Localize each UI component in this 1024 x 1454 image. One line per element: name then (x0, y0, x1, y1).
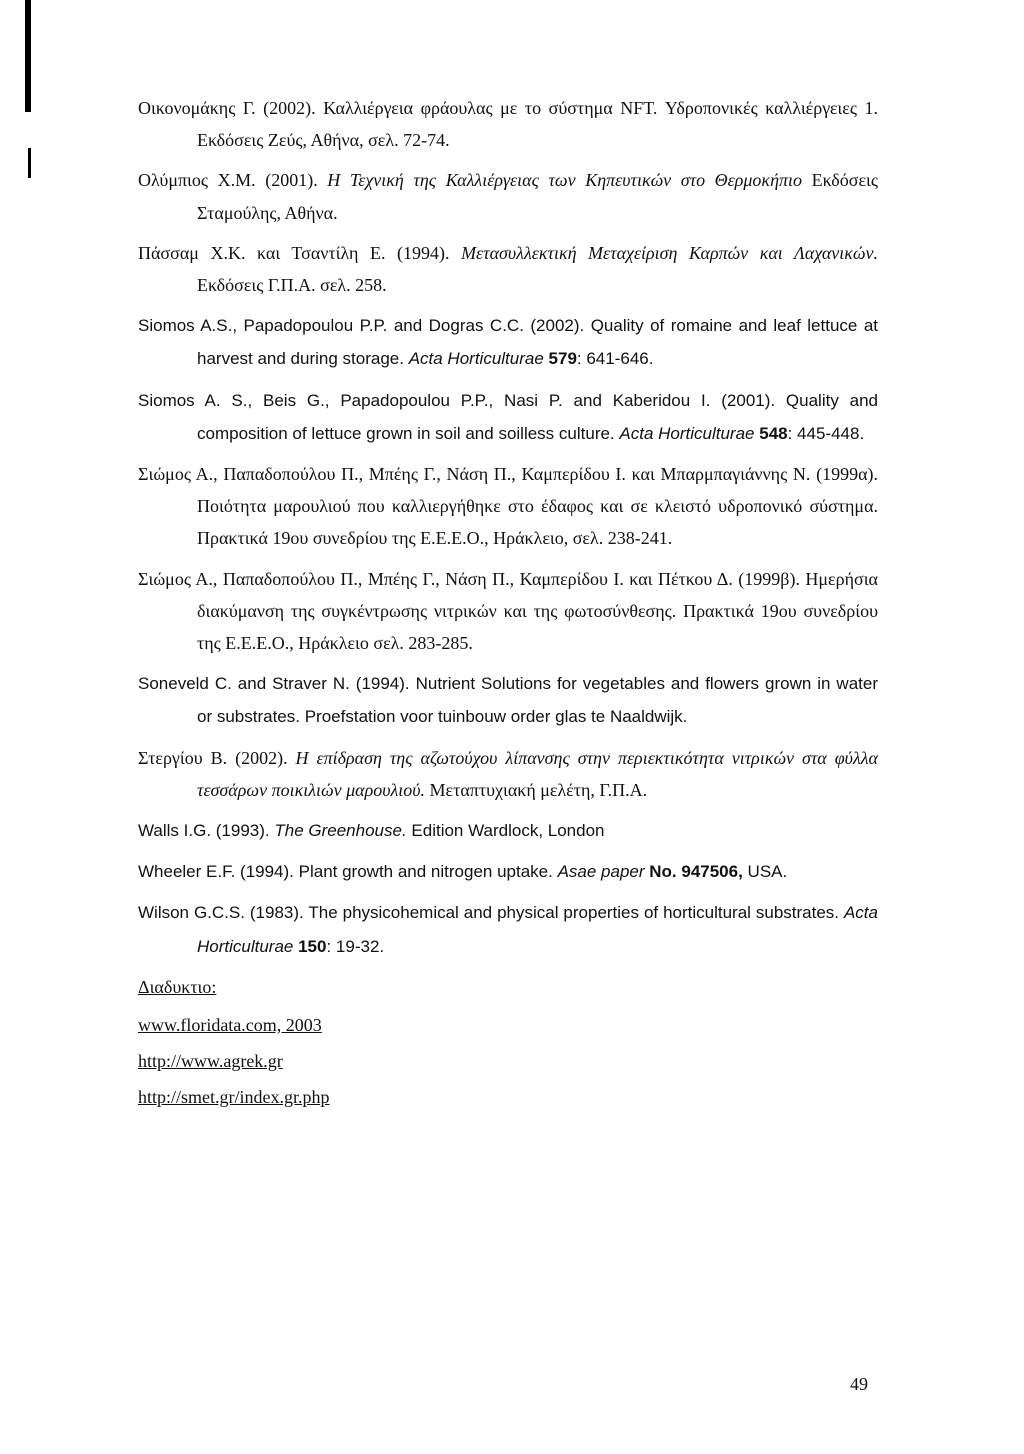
reference-segment: Μεταπτυχιακή μελέτη, Γ.Π.Α. (425, 779, 648, 800)
reference-segment: USA. (742, 862, 788, 882)
reference-text (138, 748, 878, 800)
reference-text (138, 903, 878, 955)
reference-entry (138, 742, 878, 806)
reference-segment: Εκδόσεις Σταμούλης, Αθήνα. (197, 170, 879, 223)
reference-italic-title: Η επίδραση της αζωτούχου λίπανσης στην περιεκτικότητα νιτρικών στα φύλλα τεσσάρων ποικιλιών μαρουλιού. (197, 747, 878, 800)
reference-text (138, 316, 878, 368)
reference-entry (138, 237, 878, 301)
reference-segment: Siomos A. S., Beis G., Papadopoulou P.P., Nasi P. and Kaberidou I. (2001). Quality and composition of lettuce grown in soil and soilless culture. (138, 390, 878, 443)
internet-heading: Διαδυκτιο: (138, 976, 217, 997)
reference-segment: Σιώμος Α., Παπαδοπούλου Π., Μπέης Γ., Νάση Π., Καμπερίδου Ι. και Πέτκου Δ. (1999β). Ημερήσια διακύμανση της συγκέντρωσης νιτρικών και της φωτοσύνθεσης. Πρακτικά 19ου συνεδρίου της Ε.Ε.Ε.Ο., Ηράκλειο σελ. 283-285. (138, 568, 878, 654)
reference-segment: Σιώμος Α., Παπαδοπούλου Π., Μπέης Γ., Νάση Π., Καμπερίδου Ι. και Μπαρμπαγιάννης Ν. (1999α). Ποιότητα μαρουλιού που καλλιεργήθηκε στο έδαφος και σε κλειστό υδροπονικό σύστημα. Πρακτικά 19ου συνεδρίου της Ε.Ε.Ε.Ο., Ηράκλειο, σελ. 238-241. (138, 464, 878, 549)
reference-volume: 150 (293, 936, 327, 956)
reference-entry (138, 855, 878, 888)
reference-entry (138, 896, 878, 962)
reference-segment: : 19-32. (326, 936, 385, 956)
reference-entry (138, 563, 878, 660)
reference-italic-title: Η Τεχνική της Καλλιέργειας των Κηπευτικών στο Θερμοκήπιο (327, 170, 803, 191)
reference-segment: Siomos A.S., Papadopoulou P.P. and Dogras C.C. (2002). Quality of romaine and leaf lettuce at harvest and during storage. (138, 316, 878, 369)
reference-entry (138, 667, 878, 733)
reference-text (138, 464, 878, 548)
reference-text (138, 98, 878, 150)
reference-text (138, 170, 878, 222)
web-link-smet[interactable]: http://smet.gr/index.gr.php (138, 1086, 330, 1107)
reference-segment: Πάσσαμ Χ.Κ. και Τσαντίλη Ε. (1994). (138, 242, 462, 263)
reference-text (138, 243, 878, 295)
reference-segment: Edition Wardlock, London (406, 821, 605, 841)
reference-entry (138, 164, 878, 228)
reference-segment: Soneveld C. and Straver N. (1994). Nutrient Solutions for vegetables and flowers grown in water or substrates. Proefstation voor tuinbouw order glas te Naaldwijk. (138, 674, 878, 727)
reference-entry (138, 384, 878, 450)
reference-entry (138, 458, 878, 555)
reference-list (138, 92, 878, 963)
page-number: 49 (850, 1374, 868, 1394)
reference-page (138, 92, 878, 1117)
reference-segment: Wheeler E.F. (1994). Plant growth and nitrogen uptake. (138, 862, 558, 882)
reference-italic-title: The Greenhouse. (274, 821, 407, 841)
reference-segment: Στεργίου Β. (2002). (138, 747, 296, 768)
web-link-floridata[interactable]: www.floridata.com, 2003 (138, 1014, 322, 1035)
reference-italic-title: Acta Horticulturae (408, 349, 544, 369)
reference-segment: : 641-646. (576, 349, 654, 369)
reference-segment: Εκδόσεις Γ.Π.Α. σελ. 258. (197, 275, 387, 296)
reference-entry (138, 309, 878, 375)
reference-text (138, 821, 605, 840)
reference-entry (138, 814, 878, 847)
scan-edge-tick (28, 148, 31, 178)
reference-segment: : 445-448. (787, 423, 865, 443)
reference-volume: No. 947506, (644, 862, 743, 882)
reference-text (138, 569, 878, 653)
reference-segment: Walls I.G. (1993). (138, 821, 275, 841)
reference-text (138, 674, 878, 726)
reference-volume: 548 (754, 423, 788, 443)
reference-text (138, 862, 787, 881)
reference-text (138, 391, 878, 443)
reference-volume: 579 (543, 349, 577, 369)
reference-segment: Οικονομάκης Γ. (2002). Καλλιέργεια φράουλας με το σύστημα NFT. Υδροπονικές καλλιέργειες 1. Εκδόσεις Ζεύς, Αθήνα, σελ. 72-74. (138, 98, 878, 151)
reference-italic-title: Asae paper (557, 862, 645, 882)
reference-entry (138, 92, 878, 156)
scan-edge-mark (25, 0, 31, 112)
reference-segment: Wilson G.C.S. (1983). The physicohemical and physical properties of horticultural substrates. (138, 903, 844, 923)
reference-italic-title: Μετασυλλεκτική Μεταχείριση Καρπών και Λαχανικών. (461, 242, 878, 263)
reference-italic-title: Acta Horticulturae (197, 903, 878, 956)
web-link-agrek[interactable]: http://www.agrek.gr (138, 1050, 283, 1071)
reference-italic-title: Acta Horticulturae (619, 423, 755, 443)
reference-segment: Ολύμπιος Χ.Μ. (2001). (138, 170, 328, 191)
